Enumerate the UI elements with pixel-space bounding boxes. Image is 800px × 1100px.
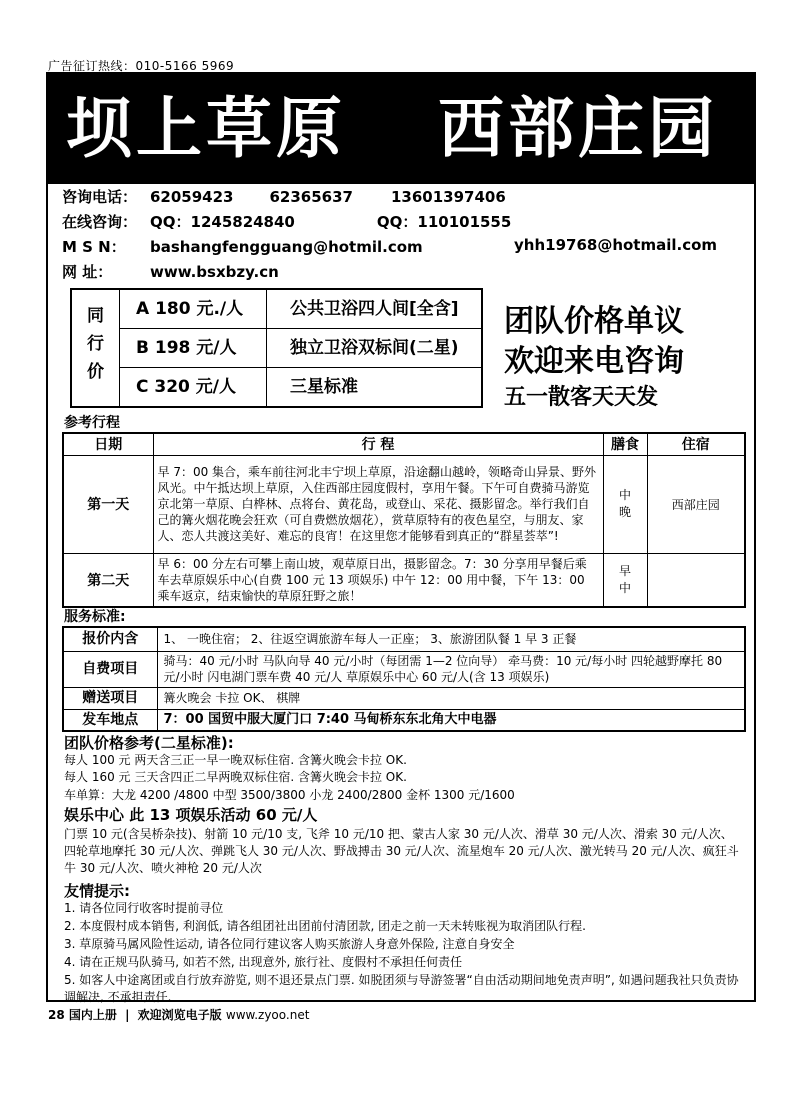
promo-line: 团队价格单议	[504, 304, 684, 339]
tip-item: 4. 请在正规马队骑马, 如若不然, 出现意外, 旅行社、度假村不承担任何责任	[64, 955, 463, 969]
tip-item: 5. 如客人中途离团或自行放弃游览, 则不退还景点门票. 如脱团须与导游签署“自由活动期间地免责声明”, 如遇问题我社只负责协调解决, 不承担责任.	[64, 973, 739, 1004]
group-price-line: 每人 160 元 三天含四正二早两晚双标住宿. 含篝火晚会卡拉 OK.	[64, 770, 407, 784]
page-number: 28	[48, 1008, 65, 1022]
price-row: C 320 元/人 三星标准	[136, 377, 358, 397]
tip-item: 1. 请各位同行收客时提前寻位	[64, 901, 224, 915]
itinerary-table	[62, 432, 746, 608]
ad-frame	[46, 72, 756, 1002]
group-price-line: 车单算：大龙 4200 /4800 中型 3500/3800 小龙 2400/2800 金杯 1300 元/1600	[64, 788, 515, 802]
footer-url[interactable]: www.zyoo.net	[225, 1008, 310, 1022]
table-row: 报价内含 1、 一晚住宿； 2、往返空调旅游车每人一正座； 3、旅游团队餐 1 早 3 正餐	[63, 627, 745, 651]
tips-title: 友情提示:	[64, 882, 130, 900]
divider	[266, 290, 267, 406]
contact-msn: M S N： bashangfengguang@hotmil.com yhh19768@hotmail.com	[62, 236, 718, 256]
footer-slogan: 欢迎浏览电子版	[137, 1008, 222, 1022]
col-header: 行 程	[153, 433, 603, 455]
ad-hotline: 广告征订热线：010-5166 5969	[48, 59, 235, 73]
price-side-label: 同 行 价	[72, 290, 120, 406]
itinerary-title: 参考行程	[64, 415, 120, 431]
col-header: 日期	[63, 433, 153, 455]
tip-item: 2. 本度假村成本销售, 利润低, 请各组团社出团前付清团款, 团走之前一天未转账视为取消团队行程.	[64, 919, 586, 933]
col-header: 膳食	[603, 433, 647, 455]
banner-title-left: 坝上草原	[66, 90, 346, 167]
tip-item: 3. 草原骑马属风险性运动, 请各位同行建议客人购买旅游人身意外保险, 注意自身安全	[64, 937, 515, 951]
contact-website: 网 址： www.bsxbzy.cn	[62, 263, 279, 281]
col-header: 住宿	[647, 433, 745, 455]
contact-qq: 在线咨询： QQ：1245824840 QQ：110101555	[62, 213, 512, 231]
promo-line: 欢迎来电咨询	[504, 344, 684, 379]
section-name: 国内上册	[68, 1008, 117, 1022]
divider: |	[125, 1008, 130, 1022]
price-table	[70, 288, 483, 408]
service-title: 服务标准:	[64, 609, 126, 625]
table-row: 赠送项目 篝火晚会 卡拉 OK、 棋牌	[63, 687, 745, 709]
group-price-title: 团队价格参考(二星标准):	[64, 734, 234, 752]
table-row: 第一天 早 7：00 集合，乘车前往河北丰宁坝上草原，沿途翻山越岭，领略奇山异景、野外风光。中午抵达坝上草原，入住西部庄园度假村，享用午餐。下午可自费骑马游览京北第一草原、白桦林、点将台、黄花岛，或登山、采花、摄影留念。举行我们自己的篝火烟花晚会狂欢（可自费燃放烟花），赏草原特有的夜色星空，与朋友、家人、恋人共渡这美好、难忘的良宵！在这里您才能够看到真正的“群星荟萃”! 中 晚 西部庄园	[63, 455, 745, 553]
group-price-line: 每人 100 元 两天含三正一早一晚双标住宿. 含篝火晚会卡拉 OK.	[64, 753, 407, 767]
table-row: 自费项目 骑马：40 元/小时 马队向导 40 元/小时（每团需 1—2 位向导） 牵马费：10 元/每小时 四轮越野摩托 80 元/小时 闪电湖门票车费 40 元/人 草原娱乐中心 60 元/人(含 13 项娱乐)	[63, 651, 745, 687]
title-banner	[48, 74, 754, 184]
contact-phone: 咨询电话： 62059423 62365637 13601397406	[62, 188, 506, 206]
service-table	[62, 626, 746, 732]
page-footer	[48, 1006, 309, 1023]
fun-center-text: 门票 10 元(含吴桥杂技)、射箭 10 元/10 支, 飞斧 10 元/10 把、蒙古人家 30 元/人次、滑草 30 元/人次、滑索 30 元/人次、四轮草地摩托 30 元/人次、弹跳飞人 30 元/人次、野战搏击 30 元/人次、流星炮车 20 元/人次、激光转马 20 元/人次、疯狂斗牛 30 元/人次、喷火神枪 20 元/人次	[64, 827, 739, 875]
table-row: 发车地点 7：00 国贸中服大厦门口 7:40 马甸桥东东北角大中电器	[63, 709, 745, 731]
price-row: A 180 元./人 公共卫浴四人间[全含]	[120, 290, 481, 329]
price-row: B 198 元/人 独立卫浴双标间(二星)	[120, 329, 481, 368]
fun-center-title: 娱乐中心 此 13 项娱乐活动 60 元/人	[64, 806, 318, 824]
promo-line: 五一散客天天发	[504, 385, 659, 410]
table-row: 第二天 早 6：00 分左右可攀上南山坡，观草原日出，摄影留念。7：30 分享用早餐后乘车去草原娱乐中心(自费 100 元 13 项娱乐) 中午 12：00 用中餐，下午 13：00 乘车返京，结束愉快的草原狂野之旅！ 早 中	[63, 553, 745, 607]
banner-title-right: 西部庄园	[438, 90, 718, 167]
